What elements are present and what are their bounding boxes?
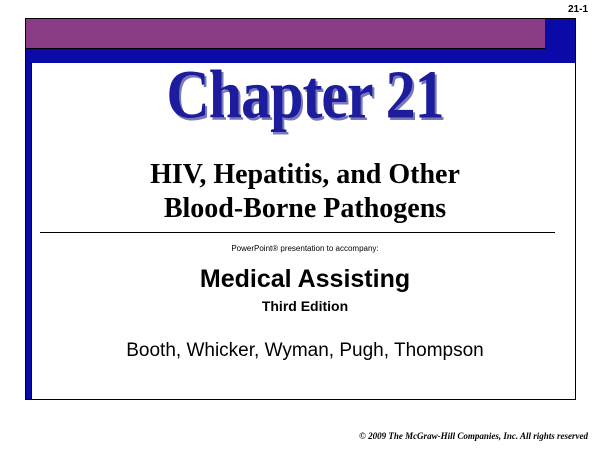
subtitle-line-1: HIV, Hepatitis, and Other	[150, 159, 460, 190]
header-corner-square	[545, 19, 575, 49]
title-divider	[40, 232, 555, 233]
slide-number: 21-1	[567, 4, 588, 15]
chapter-subtitle	[30, 158, 580, 226]
book-edition: Third Edition	[261, 298, 349, 314]
header-purple-bar	[26, 19, 545, 49]
subtitle-line-2: Blood-Borne Pathogens	[163, 193, 447, 224]
presentation-note: PowerPoint® presentation to accompany:	[231, 244, 379, 253]
chapter-title: Chapter 21	[166, 56, 444, 133]
book-title: Medical Assisting	[199, 265, 411, 293]
book-authors: Booth, Whicker, Wyman, Pugh, Thompson	[126, 340, 484, 361]
copyright-notice: © 2009 The McGraw-Hill Companies, Inc. All rights reserved	[359, 431, 588, 441]
